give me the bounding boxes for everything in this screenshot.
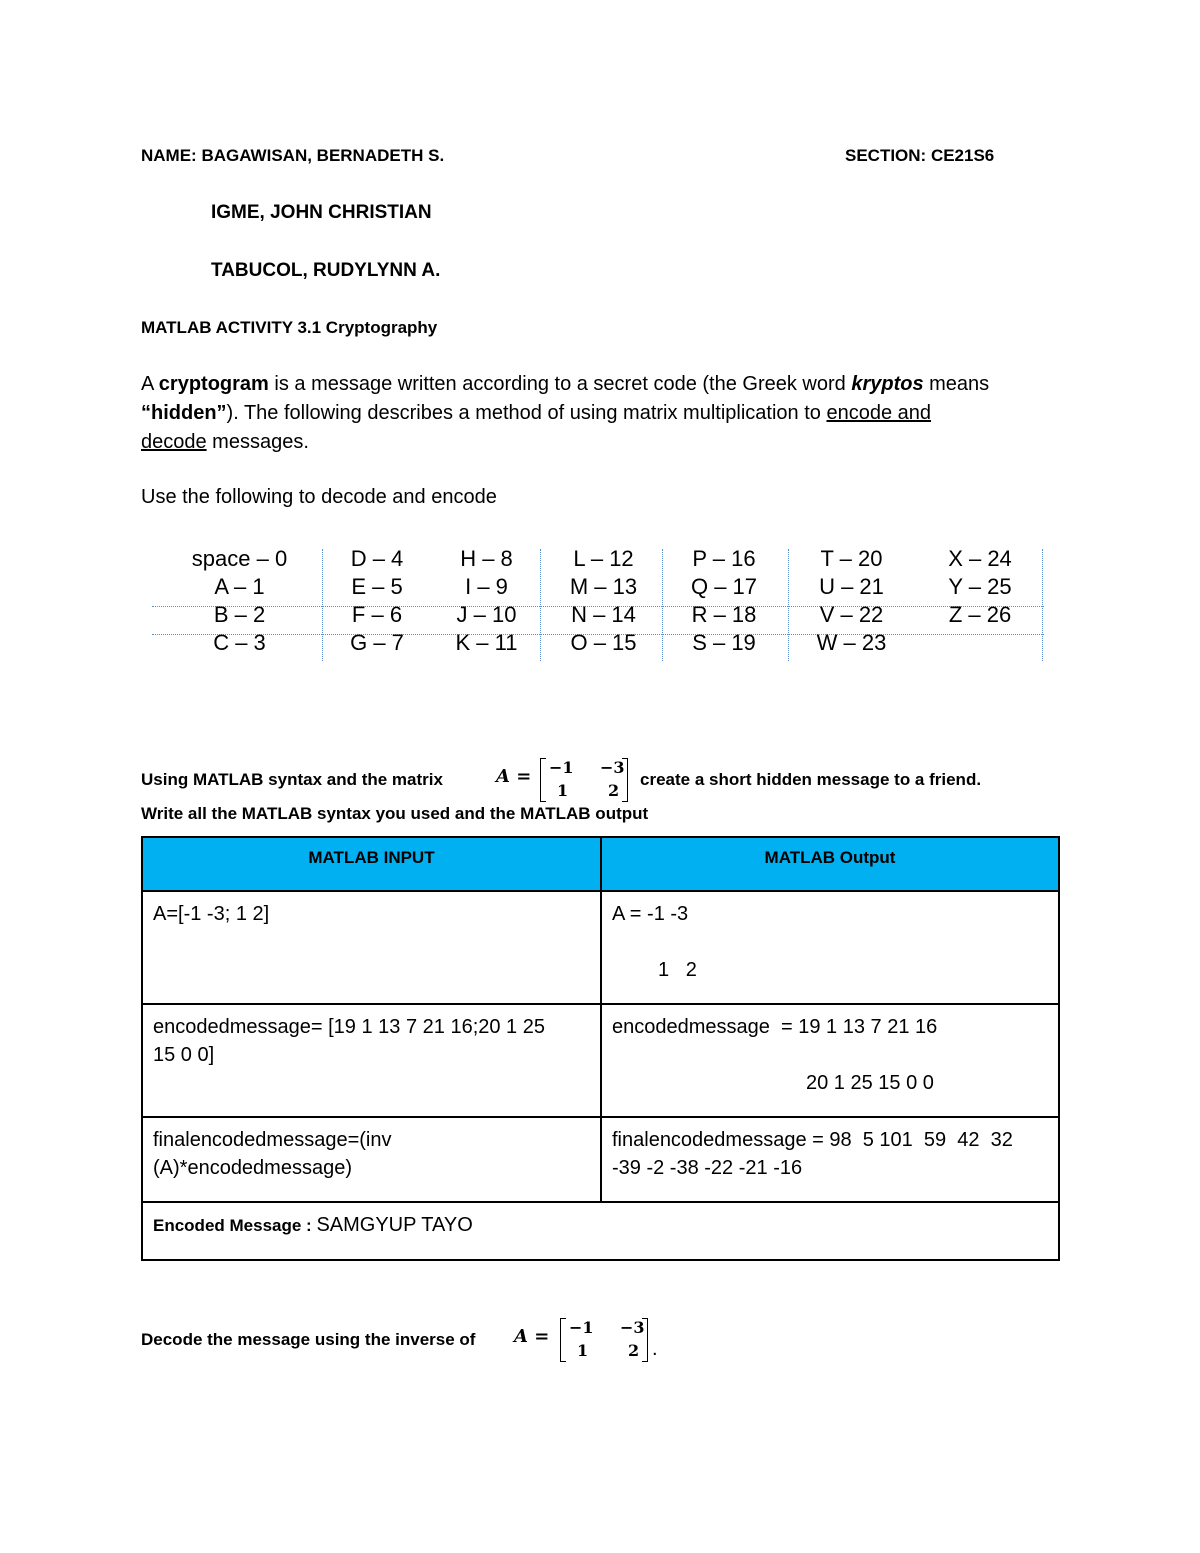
input-code: finalencodedmessage=(inv [153,1129,392,1151]
matrix-label: A = [496,766,532,787]
matrix-entry: −1 [549,758,574,777]
activity-title: MATLAB ACTIVITY 3.1 Cryptography [141,318,438,337]
code-column [444,545,529,657]
matrix-entry: 2 [628,1341,640,1360]
code-entry: Q – 17 [690,574,758,599]
code-entry: U – 21 [819,574,884,599]
code-column [930,545,1030,629]
matrix-entry: 2 [608,781,620,800]
input-code: encodedmessage= [19 1 13 7 21 16;20 1 25 [153,1016,545,1038]
table-row [142,1004,1059,1117]
header-input: MATLAB INPUT [142,837,601,891]
matrix-entry: 1 [557,781,569,800]
code-table-divider [662,549,663,661]
matrix-entry: −3 [600,758,625,777]
intro-hidden: “hidden” [141,402,227,424]
code-column [172,545,307,657]
matrix-entry: 1 [577,1341,589,1360]
output-cell [601,891,1059,1004]
intro-paragraph [141,370,1061,457]
student-name: NAME: BAGAWISAN, BERNADETH S. [141,146,445,165]
use-following-text: Use the following to decode and encode [141,486,497,508]
input-code: A=[-1 -3; 1 2] [153,903,270,925]
decode-period: . [652,1338,658,1360]
code-entry: R – 18 [691,602,757,627]
code-entry: K – 11 [455,630,518,655]
decode-instruction: Decode the message using the inverse of [141,1330,476,1349]
output-text: 1 2 [658,959,697,981]
code-entry: F – 6 [351,602,403,627]
intro-text: is a message written according to a secret code (the Greek word [268,373,852,395]
intro-cryptogram: cryptogram [158,373,269,395]
input-cell [142,891,601,1004]
intro-kryptos: kryptos [851,373,924,395]
intro-encode-link: encode and [826,402,932,424]
matrix-entry: −1 [569,1318,594,1337]
matrix-entry: −3 [620,1318,645,1337]
code-entry: W – 23 [816,630,887,655]
table-header-row [142,837,1059,891]
code-entry: E – 5 [351,574,403,599]
table-row [142,1202,1059,1260]
encoded-message-cell [142,1202,1059,1260]
output-text: 20 1 25 15 0 0 [806,1072,934,1094]
code-entry: C – 3 [213,630,266,655]
code-column [804,545,899,657]
encoded-message-value: SAMGYUP TAYO [316,1214,473,1236]
matrix-bracket [560,1318,566,1362]
instruction-line2: Write all the MATLAB syntax you used and the MATLAB output [141,804,649,823]
intro-decode-link: decode [141,431,207,453]
letter-code-table [152,545,1044,662]
code-entry: D – 4 [350,546,404,571]
intro-text: messages. [206,431,309,453]
code-entry: J – 10 [456,602,517,627]
code-entry: space – 0 [191,546,288,571]
code-entry: O – 15 [570,630,637,655]
input-code: (A)*encodedmessage) [153,1157,352,1179]
code-table-divider [540,549,541,661]
matrix-a [540,758,628,802]
member-name-2: IGME, JOHN CHRISTIAN [211,202,432,223]
instruction-line1-end: create a short hidden message to a friend. [640,770,982,789]
code-entry: P – 16 [692,546,756,571]
input-cell [142,1117,601,1202]
table-row [142,891,1059,1004]
code-column [337,545,417,657]
code-entry: N – 14 [571,602,636,627]
code-entry: A – 1 [214,574,265,599]
code-entry: Y – 25 [948,574,1012,599]
input-code: 15 0 0] [153,1044,215,1066]
encoded-message-label: Encoded Message : [153,1216,317,1235]
decode-matrix-a [560,1318,648,1362]
code-table-divider [322,549,323,661]
code-entry: I – 9 [465,574,508,599]
code-entry: B – 2 [213,602,266,627]
matrix-bracket [540,758,546,802]
output-cell [601,1117,1059,1202]
output-text: -39 -2 -38 -22 -21 -16 [612,1157,803,1179]
member-name-3: TABUCOL, RUDYLYNN A. [211,260,441,281]
code-column [556,545,651,657]
code-entry: V – 22 [819,602,884,627]
instruction-line1: Using MATLAB syntax and the matrix [141,770,443,789]
code-entry: Z – 26 [948,602,1012,627]
output-text: finalencodedmessage = 98 5 101 59 42 32 [612,1129,1013,1151]
code-entry: M – 13 [569,574,638,599]
input-cell [142,1004,601,1117]
intro-text: A [141,373,159,395]
intro-text: means [923,373,990,395]
code-entry: H – 8 [460,546,513,571]
intro-text: ). The following describes a method of using matrix multiplication to [226,402,827,424]
matlab-table [141,836,1060,1261]
output-cell [601,1004,1059,1117]
code-column [680,545,768,657]
code-table-divider [788,549,789,661]
code-table-divider [1042,549,1043,661]
output-text: encodedmessage = 19 1 13 7 21 16 [612,1016,938,1038]
output-text: A = -1 -3 [612,903,689,925]
decode-matrix-label: A = [514,1326,550,1347]
table-row [142,1117,1059,1202]
code-entry: L – 12 [573,546,634,571]
header-output: MATLAB Output [601,837,1059,891]
code-entry: T – 20 [820,546,883,571]
code-entry: G – 7 [350,630,404,655]
code-entry: S – 19 [692,630,756,655]
section-label: SECTION: CE21S6 [845,146,995,165]
code-entry: X – 24 [948,546,1012,571]
